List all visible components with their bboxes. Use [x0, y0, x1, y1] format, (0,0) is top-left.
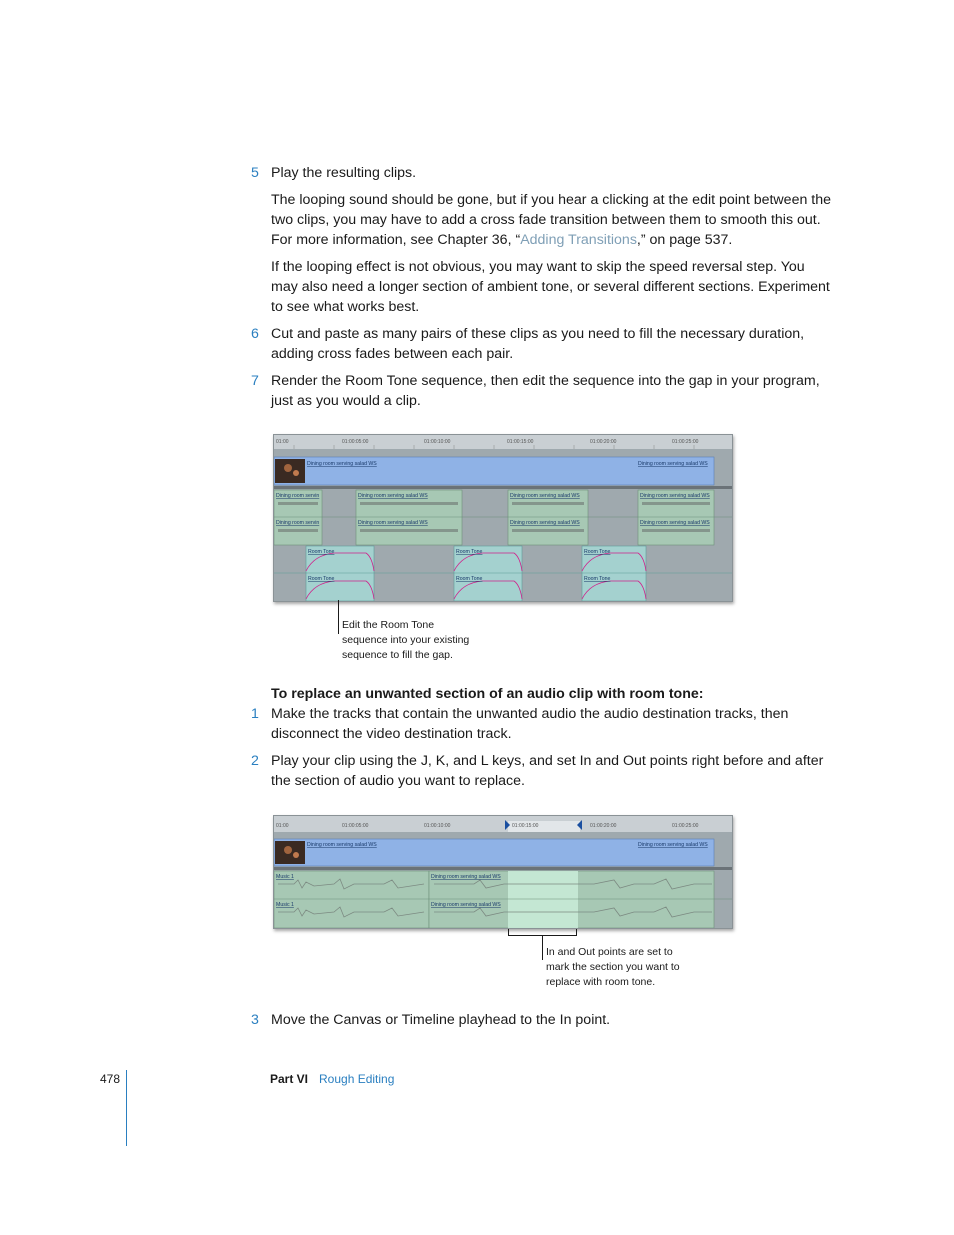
callout-line-1: Edit the Room Tone	[342, 619, 435, 631]
room-tone-label: Room Tone	[456, 576, 483, 582]
section-step-2	[251, 751, 831, 791]
step-5	[251, 163, 831, 183]
music-clip-name: Music 1	[276, 874, 294, 880]
room-tone-label: Room Tone	[308, 549, 335, 555]
video-clip-name-right: Dining room serving salad WS	[638, 461, 708, 467]
video-clip-name-left: Dining room serving salad WS	[307, 461, 377, 467]
adding-transitions-link[interactable]: Adding Transitions	[520, 232, 637, 248]
audio-clip-name: Dining room serving salad WS	[431, 902, 501, 908]
audio-clip-name: Dining room serving salad WS	[640, 520, 710, 526]
timecode-3: 01:00:15:00	[507, 439, 534, 445]
paragraph-text: The looping sound should be gone, but if you hear a clicking at the edit point between the two clips, you may have to add a cross fade transition between them to smooth this out. For more information, see Chapter 36, “	[271, 192, 832, 248]
room-tone-label: Room Tone	[584, 576, 611, 582]
step-number: 7	[251, 373, 259, 389]
callout-line-1: In and Out points are set to	[546, 946, 673, 958]
timecode-1: 01:00:05:00	[342, 823, 369, 829]
section-heading: To replace an unwanted section of an audio clip with room tone:	[271, 686, 704, 702]
timecode-5: 01:00:25:00	[672, 439, 699, 445]
step-number: 6	[251, 326, 259, 342]
footer-part: Part VI	[270, 1072, 309, 1086]
step-5-paragraph-1	[271, 190, 831, 250]
step-6	[251, 324, 831, 364]
audio-clip-name: Dining room serving salad WS	[640, 493, 710, 499]
timecode-4: 01:00:20:00	[590, 823, 617, 829]
callout-leader	[338, 600, 339, 634]
timeline-figure-in-out	[273, 815, 733, 929]
callout-line-3: sequence to fill the gap.	[342, 649, 453, 661]
timecode-2: 01:00:10:00	[424, 439, 451, 445]
timecode-0: 01:00	[276, 439, 289, 445]
step-number: 1	[251, 706, 259, 722]
step-number: 3	[251, 1012, 259, 1028]
callout-room-tone	[342, 618, 469, 663]
video-clip-name-left: Dining room serving salad WS	[307, 842, 377, 848]
audio-clip-name: Dining room servin	[276, 520, 320, 526]
video-clip-name-right: Dining room serving salad WS	[638, 842, 708, 848]
room-tone-label: Room Tone	[308, 576, 335, 582]
audio-clip-name: Dining room serving salad WS	[431, 874, 501, 880]
room-tone-label: Room Tone	[584, 549, 611, 555]
step-number: 2	[251, 753, 259, 769]
step-3	[251, 1010, 831, 1030]
in-out-selection[interactable]	[508, 871, 578, 928]
timecode-0: 01:00	[276, 823, 289, 829]
step-number: 5	[251, 165, 259, 181]
step-7	[251, 371, 831, 411]
audio-clip-name: Dining room serving salad WS	[510, 520, 580, 526]
timecode-3: 01:00:15:00	[512, 823, 539, 829]
footer-rule	[126, 1070, 127, 1146]
step-text: Move the Canvas or Timeline playhead to the In point.	[271, 1012, 611, 1028]
music-clip-name: Music 1	[276, 902, 294, 908]
timecode-1: 01:00:05:00	[342, 439, 369, 445]
callout-line-2: sequence into your existing	[342, 634, 470, 646]
audio-clip-name: Dining room serving salad WS	[358, 493, 428, 499]
callout-in-out	[546, 945, 680, 990]
section-step-1	[251, 704, 831, 744]
step-text: Play your clip using the J, K, and L keys, and set In and Out points right before and after the section of audio you want to replace.	[271, 753, 824, 789]
audio-clip-name: Dining room serving salad WS	[358, 520, 428, 526]
step-text: Cut and paste as many pairs of these clips as you need to fill the necessary duration, adding cross fades between each pair.	[271, 326, 805, 362]
page-number: 478	[100, 1072, 121, 1086]
callout-line-2: mark the section you want to	[546, 961, 680, 973]
audio-clip-name: Dining room serving salad WS	[510, 493, 580, 499]
timecode-2: 01:00:10:00	[424, 823, 451, 829]
timeline-graphic	[274, 435, 732, 601]
music-clip[interactable]	[274, 871, 429, 928]
step-text: Make the tracks that contain the unwanted audio the audio destination tracks, then disconnect the video destination track.	[271, 706, 789, 742]
step-text: Play the resulting clips.	[271, 165, 417, 181]
callout-line-3: replace with room tone.	[546, 976, 656, 988]
footer-section-link[interactable]: Rough Editing	[319, 1072, 395, 1086]
step-5-paragraph-2: If the looping effect is not obvious, you may want to skip the speed reversal step. You may also need a longer section of ambient tone, or several different sections. Experiment to see what works best.	[271, 259, 830, 315]
callout-leader	[542, 936, 543, 960]
audio-clip-name: Dining room servin	[276, 493, 320, 499]
timecode-5: 01:00:25:00	[672, 823, 699, 829]
step-text: Render the Room Tone sequence, then edit the sequence into the gap in your program, just as you would a clip.	[271, 373, 820, 409]
timeline-graphic	[274, 816, 732, 928]
timeline-figure-room-tone	[273, 434, 733, 602]
paragraph-text-end: ,” on page 537.	[636, 232, 733, 248]
room-tone-label: Room Tone	[456, 549, 483, 555]
timecode-4: 01:00:20:00	[590, 439, 617, 445]
